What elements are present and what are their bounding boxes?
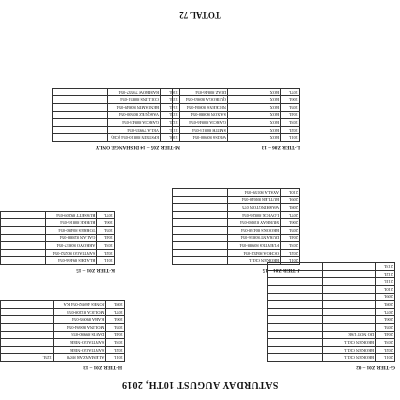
cell-name bbox=[1, 324, 54, 332]
cell-number: 108L bbox=[106, 301, 125, 309]
cell-name bbox=[268, 324, 323, 332]
cell-name bbox=[1, 331, 54, 339]
table-row bbox=[173, 134, 300, 142]
cell-number: 102L bbox=[281, 126, 300, 134]
table-row bbox=[173, 196, 300, 204]
table-row bbox=[268, 339, 395, 347]
table-row bbox=[1, 242, 115, 250]
table-row bbox=[1, 234, 115, 242]
cell-name bbox=[268, 308, 323, 316]
table-row bbox=[268, 301, 395, 309]
table-row bbox=[173, 234, 300, 242]
cell-number: 110L bbox=[161, 134, 180, 142]
cell-name: BOX bbox=[228, 111, 281, 119]
cell-name bbox=[268, 278, 323, 286]
cell-name bbox=[268, 331, 323, 339]
cell-number: 206L bbox=[281, 219, 300, 227]
cell-name: DIAZ 80846-054 bbox=[173, 88, 228, 96]
cell-number: 210L bbox=[376, 286, 395, 294]
table-row bbox=[173, 219, 300, 227]
cell-name: SANTIAGO-NIEB bbox=[53, 346, 106, 354]
cell-number: 209L bbox=[376, 293, 395, 301]
cell-name bbox=[323, 286, 376, 294]
cell-name bbox=[173, 249, 228, 257]
table-row bbox=[173, 257, 300, 265]
cell-number: 205L bbox=[281, 227, 300, 235]
cell-number: 208L bbox=[281, 204, 300, 212]
table-row bbox=[173, 119, 300, 127]
table-row bbox=[53, 104, 180, 112]
cell-name bbox=[1, 234, 46, 242]
cell-name: DO NOT USE bbox=[323, 331, 376, 339]
total-count: TOTAL 72 bbox=[179, 10, 221, 20]
cell-name bbox=[268, 316, 323, 324]
table-row bbox=[53, 111, 180, 119]
cell-name: VELA 79955-054 bbox=[108, 126, 161, 134]
cell-name bbox=[323, 270, 376, 278]
cell-name: SANTIAGO 80252-054 bbox=[45, 249, 97, 257]
cell-name bbox=[268, 339, 323, 347]
cell-name: BUSSETT 89209-054 bbox=[45, 211, 97, 219]
cell-name bbox=[323, 263, 376, 271]
cell-name bbox=[323, 316, 376, 324]
cell-number: 204L bbox=[376, 331, 395, 339]
cell-name bbox=[173, 219, 228, 227]
cell-number: 213L bbox=[376, 263, 395, 271]
table-row bbox=[173, 204, 300, 212]
cell-name: BOX bbox=[228, 134, 281, 142]
cell-name bbox=[1, 346, 54, 354]
table-row bbox=[173, 242, 300, 250]
cell-name bbox=[173, 227, 228, 235]
cell-name bbox=[268, 286, 323, 294]
cell-number: 104L bbox=[281, 111, 300, 119]
cell-name: GALAN 82888-054 bbox=[45, 234, 97, 242]
cell-number: 101L bbox=[281, 134, 300, 142]
cell-number: 202L bbox=[281, 249, 300, 257]
cell-name: BOX bbox=[228, 96, 281, 104]
cell-name: EPSTEIN 80810-054 (CB) bbox=[108, 134, 161, 142]
cell-number: 211L bbox=[376, 278, 395, 286]
table-row bbox=[1, 249, 115, 257]
section-j-tier: J-TIER Z01 – 15 bbox=[262, 267, 300, 273]
cell-name: KABA 89095-054 bbox=[53, 316, 106, 324]
cell-name: BLADES 89466-054 bbox=[45, 257, 97, 265]
cell-name bbox=[1, 301, 54, 309]
cell-name: FUENTES 80988-054 bbox=[228, 242, 281, 250]
cell-name: BROKEN CELL bbox=[323, 354, 376, 362]
section-k-tier: K-TIER Z01 – 15 bbox=[76, 267, 115, 273]
cell-name bbox=[323, 301, 376, 309]
g-tier-table bbox=[267, 262, 395, 362]
cell-name bbox=[53, 104, 108, 112]
cell-name bbox=[1, 219, 46, 227]
cell-number: 101L bbox=[106, 354, 125, 362]
cell-number: 204L bbox=[281, 234, 300, 242]
table-row bbox=[268, 286, 395, 294]
cell-name bbox=[1, 227, 46, 235]
section-l-tier: L-TIER Z06 – 13 bbox=[261, 144, 300, 150]
cell-name bbox=[53, 111, 108, 119]
cell-number: 102L bbox=[97, 249, 115, 257]
table-row bbox=[173, 227, 300, 235]
cell-name: BOX bbox=[228, 104, 281, 112]
cell-name: SANTIAGO-NIEB bbox=[53, 339, 106, 347]
cell-name: TORRES 80480-054 bbox=[45, 227, 97, 235]
table-row bbox=[1, 219, 115, 227]
cell-name bbox=[1, 257, 46, 265]
cell-name bbox=[173, 234, 228, 242]
cell-name: BROKEN CELL bbox=[323, 346, 376, 354]
cell-name bbox=[173, 242, 228, 250]
cell-number: 116L bbox=[161, 88, 180, 96]
table-row bbox=[1, 308, 125, 316]
cell-number: 209L bbox=[281, 196, 300, 204]
cell-name bbox=[323, 278, 376, 286]
cell-name: BENJAMIN 80849-054 bbox=[108, 104, 161, 112]
cell-number: 202L bbox=[376, 346, 395, 354]
cell-number: 106L bbox=[97, 219, 115, 227]
cell-name bbox=[173, 211, 228, 219]
cell-number: 101L bbox=[97, 257, 115, 265]
table-row bbox=[268, 354, 395, 362]
cell-name bbox=[1, 211, 46, 219]
cell-number: 106L bbox=[281, 96, 300, 104]
cell-name: RAMBOW 79557-054 bbox=[108, 88, 161, 96]
cell-name: NICKENS 80804-054 bbox=[173, 104, 228, 112]
table-row bbox=[173, 111, 300, 119]
page-title: SATURDAY AUGUST 10TH, 2019 bbox=[121, 379, 279, 390]
table-row bbox=[173, 189, 300, 197]
table-row bbox=[173, 96, 300, 104]
cell-number: 212L bbox=[376, 270, 395, 278]
cell-number: 111L bbox=[161, 126, 180, 134]
cell-name: SAXON 80880-054 bbox=[173, 111, 228, 119]
cell-name: MOLINA 80694-054 bbox=[53, 324, 106, 332]
cell-name: BOX bbox=[228, 119, 281, 127]
table-row bbox=[1, 257, 115, 265]
table-row bbox=[1, 331, 125, 339]
table-row bbox=[53, 88, 180, 96]
cell-number: 103L bbox=[106, 339, 125, 347]
cell-name: ARROYO 80817-054 bbox=[45, 242, 97, 250]
cell-name bbox=[268, 301, 323, 309]
cell-number: 207L bbox=[281, 211, 300, 219]
section-m-tier: M-TIER Z05 – 14 DISHANGE ONLY bbox=[95, 144, 180, 150]
cell-name: GARCIA 80846-054 bbox=[173, 119, 228, 127]
l-tier-table bbox=[172, 88, 300, 142]
cell-name: AYALA 80159-054 bbox=[228, 189, 281, 197]
cell-name: OCHOA 80452-054 bbox=[228, 249, 281, 257]
cell-number: 105L bbox=[106, 324, 125, 332]
table-row bbox=[53, 96, 180, 104]
cell-number: 112L bbox=[161, 119, 180, 127]
cell-name: BUTLER 88840-054 bbox=[228, 196, 281, 204]
cell-name bbox=[323, 293, 376, 301]
table-row bbox=[173, 104, 300, 112]
cell-number: 206L bbox=[376, 316, 395, 324]
cell-name: VASQUEZ 80500-054 bbox=[108, 111, 161, 119]
section-h-tier: H-TIER Z01 – 13 bbox=[83, 364, 122, 370]
cell-number: 203L bbox=[281, 242, 300, 250]
table-row bbox=[1, 324, 125, 332]
cell-name bbox=[53, 88, 108, 96]
cell-name bbox=[173, 189, 228, 197]
cell-name bbox=[323, 308, 376, 316]
cell-name bbox=[1, 339, 54, 347]
cell-number: 107L bbox=[281, 88, 300, 96]
cell-name bbox=[173, 204, 228, 212]
table-row bbox=[268, 324, 395, 332]
h-tier-table bbox=[0, 300, 125, 362]
section-g-tier: G-TIER Z01 – 02 bbox=[356, 364, 395, 370]
table-row bbox=[268, 331, 395, 339]
table-row bbox=[53, 134, 180, 142]
table-row bbox=[268, 308, 395, 316]
cell-number: 105L bbox=[97, 227, 115, 235]
cell-name bbox=[268, 354, 323, 362]
table-row bbox=[1, 339, 125, 347]
table-row bbox=[53, 119, 180, 127]
cell-name bbox=[268, 293, 323, 301]
cell-name: BROOKS 80438-054 bbox=[228, 227, 281, 235]
table-row bbox=[268, 316, 395, 324]
cell-name: SMITH 80813-054 bbox=[173, 126, 228, 134]
table-row bbox=[173, 88, 300, 96]
cell-number: 106L bbox=[106, 316, 125, 324]
cell-number: 103L bbox=[97, 242, 115, 250]
cell-number: 104L bbox=[97, 234, 115, 242]
cell-name: COLLINS 80851-054 bbox=[108, 96, 161, 104]
cell-number: 201L bbox=[376, 354, 395, 362]
cell-name bbox=[53, 119, 108, 127]
cell-name: LOVICK 80826-054 bbox=[228, 211, 281, 219]
cell-number: 104L bbox=[106, 331, 125, 339]
cell-name: MURRAY 81880-054 bbox=[228, 219, 281, 227]
cell-name bbox=[1, 308, 54, 316]
cell-name: DURANT 80816-054 bbox=[228, 234, 281, 242]
table-row bbox=[1, 227, 115, 235]
cell-name: BROKEN CELL bbox=[323, 339, 376, 347]
cell-name: BOX bbox=[228, 126, 281, 134]
cell-number: 113L bbox=[161, 111, 180, 119]
cell-name: DAVIS 89980-053 bbox=[53, 331, 106, 339]
cell-name: BOX bbox=[228, 88, 281, 96]
cell-name: BURKE 80816-054 bbox=[45, 219, 97, 227]
table-row bbox=[173, 211, 300, 219]
cell-name: ALEMANZAR 8978 bbox=[53, 354, 106, 362]
cell-number: 103L bbox=[281, 119, 300, 127]
k-tier-table bbox=[0, 211, 115, 265]
cell-name: QUIROGA 80863-054 bbox=[173, 96, 228, 104]
cell-name: MOLICA 81208-053 bbox=[53, 308, 106, 316]
cell-name: GARCIA 80843-054 bbox=[108, 119, 161, 127]
table-row bbox=[53, 126, 180, 134]
cell-name bbox=[173, 196, 228, 204]
table-row bbox=[268, 278, 395, 286]
cell-number: 203L bbox=[376, 339, 395, 347]
table-row bbox=[173, 126, 300, 134]
table-row bbox=[1, 211, 115, 219]
cell-name bbox=[268, 346, 323, 354]
cell-name bbox=[53, 96, 108, 104]
cell-number: 208L bbox=[376, 301, 395, 309]
cell-number: 114L bbox=[161, 104, 180, 112]
table-row bbox=[1, 316, 125, 324]
cell-name bbox=[53, 126, 108, 134]
cell-name: WEISS 80900-054 bbox=[173, 134, 228, 142]
cell-name bbox=[323, 324, 376, 332]
table-row bbox=[1, 301, 125, 309]
cell-name bbox=[53, 134, 108, 142]
cell-name bbox=[1, 316, 54, 324]
table-row bbox=[268, 346, 395, 354]
table-row bbox=[1, 346, 125, 354]
cell-number: 105L bbox=[281, 104, 300, 112]
cell-number: 107L bbox=[106, 308, 125, 316]
cell-name bbox=[1, 249, 46, 257]
cell-name: 125L bbox=[1, 354, 54, 362]
cell-name bbox=[173, 257, 228, 265]
cell-name bbox=[1, 242, 46, 250]
j-tier-table bbox=[172, 188, 300, 265]
cell-number: 210L bbox=[281, 189, 300, 197]
cell-name: WASHINGTON 075 bbox=[228, 204, 281, 212]
cell-number: 115L bbox=[161, 96, 180, 104]
table-row bbox=[268, 293, 395, 301]
cell-number: 205L bbox=[376, 324, 395, 332]
m-tier-table bbox=[52, 88, 180, 142]
cell-number: 107L bbox=[97, 211, 115, 219]
cell-number: 207L bbox=[376, 308, 395, 316]
table-row bbox=[173, 249, 300, 257]
cell-number: 102L bbox=[106, 346, 125, 354]
cell-number: 201L bbox=[281, 257, 300, 265]
table-row bbox=[1, 354, 125, 362]
cell-name: BROKEN CELL bbox=[228, 257, 281, 265]
cell-name: JONES 46892-054 KA bbox=[53, 301, 106, 309]
